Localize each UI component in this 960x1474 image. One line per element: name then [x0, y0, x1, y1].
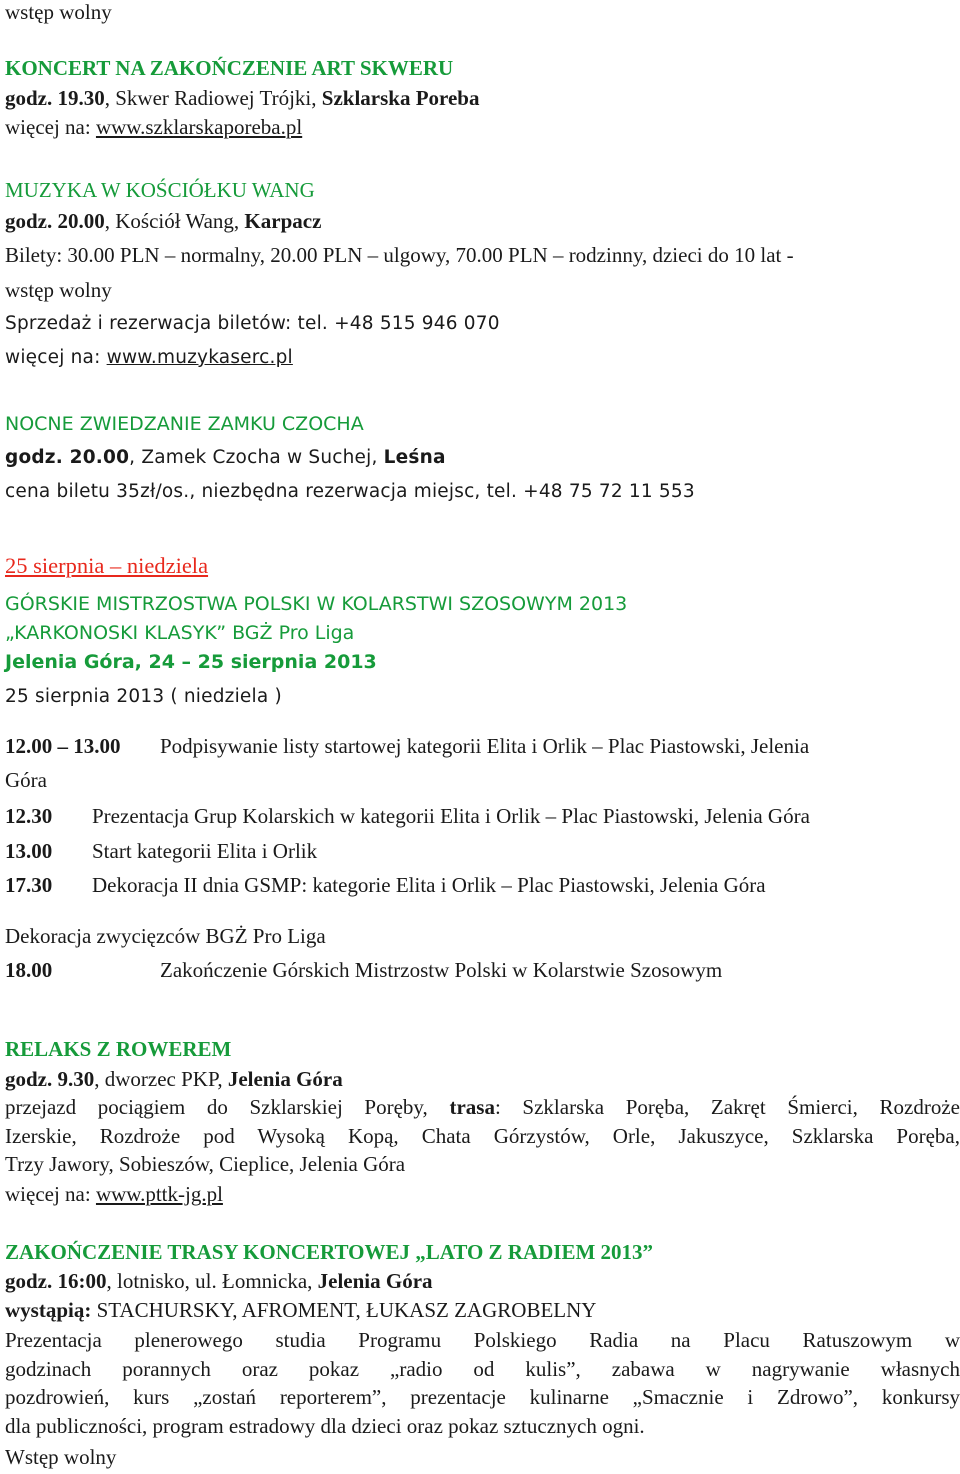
day-heading: 25 sierpnia – niedziela: [5, 553, 209, 578]
schedule-text: Dekoracja II dnia GSMP: kategorie Elita i Orlik – Plac Piastowski, Jelenia Góra: [92, 873, 766, 897]
schedule-text: Zakończenie Górskich Mistrzostw Polski w Kolarstwie Szosowym: [160, 958, 723, 982]
entry-text: Wstęp wolny: [5, 1445, 117, 1469]
tickets-info-cont: wstęp wolny: [5, 278, 112, 302]
entry-text: wstęp wolny: [5, 0, 112, 24]
time-label: godz. 20.00: [5, 209, 105, 233]
schedule-time: 13.00: [5, 839, 53, 863]
performers-names: STACHURSKY, AFROMENT, ŁUKASZ ZAGROBELNY: [91, 1298, 597, 1322]
more-link[interactable]: www.szklarskaporeba.pl: [95, 115, 303, 139]
description-line: Prezentacja plenerowego studia Programu Polskiego Radia na Placu Ratuszowym w: [5, 1328, 960, 1352]
sales-info: Sprzedaż i rezerwacja biletów: tel. +48 515 946 070: [5, 313, 500, 334]
schedule-row: [5, 838, 317, 864]
route-line: [5, 1093, 960, 1122]
route-paragraph: [5, 1093, 960, 1179]
place-city: Leśna: [383, 447, 446, 468]
route-text: przejazd pociągiem do Szklarskiej Poręby,: [5, 1095, 450, 1119]
schedule-text: Prezentacja Grup Kolarskich w kategorii Elita i Orlik – Plac Piastowski, Jelenia Góra: [92, 804, 810, 828]
place-text: , dworzec PKP,: [94, 1067, 228, 1091]
route-line: Izerskie, Rozdroże pod Wysoką Kopą, Chata Górzystów, Orle, Jakuszyce, Szklarska Poręba,: [5, 1123, 960, 1148]
gsmp-subtitle: „KARKONOSKI KLASYK” BGŻ Pro Liga: [5, 622, 355, 644]
event-title-muzyka: MUZYKA W KOŚCIÓŁKU WANG: [5, 178, 315, 202]
performers: [5, 1297, 596, 1323]
schedule-row-cont: [5, 767, 47, 793]
more-info: [5, 1181, 223, 1207]
schedule-time: 12.00 – 13.00: [5, 734, 121, 758]
more-label: więcej na:: [5, 115, 96, 139]
gsmp-dates: Jelenia Góra, 24 – 25 sierpnia 2013: [5, 651, 377, 673]
description-line: pozdrowień, kurs „zostań reporterem”, prezentacje kulinarne „Smacznie i Zdrowo”, konkursy: [5, 1385, 960, 1410]
place-text: , lotnisko, ul. Łomnicka,: [106, 1269, 318, 1293]
schedule-row: [5, 872, 766, 898]
description-paragraph: [5, 1326, 960, 1441]
place-city: Karpacz: [244, 209, 322, 233]
price-info: cena biletu 35zł/os., niezbędna rezerwacja miejsc, tel. +48 75 72 11 553: [5, 481, 695, 502]
place-text: , Zamek Czocha w Suchej,: [129, 447, 384, 468]
time-label: godz. 9.30: [5, 1067, 95, 1091]
schedule-text: Podpisywanie listy startowej kategorii Elita i Orlik – Plac Piastowski, Jelenia: [160, 734, 810, 758]
award-ceremony: Dekoracja zwycięzców BGŻ Pro Liga: [5, 924, 326, 948]
schedule-row-end: [5, 957, 722, 983]
route-label: trasa: [449, 1095, 495, 1119]
more-link[interactable]: www.muzykaserc.pl: [106, 347, 293, 368]
event-time-place: [5, 85, 479, 111]
event-title-zamek: NOCNE ZWIEDZANIE ZAMKU CZOCHA: [5, 413, 364, 435]
schedule-row: [5, 803, 810, 829]
schedule-text: Góra: [5, 768, 47, 792]
event-time-place: [5, 1066, 343, 1092]
schedule-text: Start kategorii Elita i Orlik: [92, 839, 318, 863]
route-text: : Szklarska Poręba, Zakręt Śmierci, Rozdroże: [494, 1095, 960, 1119]
more-info: [5, 114, 302, 140]
gsmp-title: GÓRSKIE MISTRZOSTWA POLSKI W KOLARSTWI SZOSOWYM 2013: [5, 593, 628, 615]
route-line: Trzy Jawory, Sobieszów, Cieplice, Jelenia Góra: [5, 1152, 406, 1177]
schedule-time: 12.30: [5, 804, 53, 828]
place-city: Jelenia Góra: [227, 1067, 343, 1091]
more-label: więcej na:: [5, 347, 107, 368]
more-link[interactable]: www.pttk-jg.pl: [95, 1182, 223, 1206]
schedule-time: 18.00: [5, 958, 53, 982]
time-label: godz. 19.30: [5, 86, 105, 110]
more-label: więcej na:: [5, 1182, 96, 1206]
performers-label: wystąpią:: [5, 1298, 92, 1322]
event-title-koncert: KONCERT NA ZAKOŃCZENIE ART SKWERU: [5, 56, 454, 80]
place-city: Jelenia Góra: [317, 1269, 433, 1293]
description-line: dla publiczności, program estradowy dla dzieci oraz pokaz sztucznych ogni.: [5, 1414, 645, 1439]
tickets-info: Bilety: 30.00 PLN – normalny, 20.00 PLN – ulgowy, 70.00 PLN – rodzinny, dzieci do 10 lat -: [5, 243, 794, 267]
event-title-relaks: RELAKS Z ROWEREM: [5, 1037, 232, 1061]
place-text: , Skwer Radiowej Trójki,: [104, 86, 322, 110]
place-city: Szklarska Poreba: [321, 86, 480, 110]
description-line: godzinach porannych oraz pokaz „radio od kulis”, zabawa w nagrywanie własnych: [5, 1356, 960, 1381]
more-info: [5, 345, 293, 371]
gsmp-day: 25 sierpnia 2013 ( niedziela ): [5, 686, 282, 707]
event-title-lato: ZAKOŃCZENIE TRASY KONCERTOWEJ „LATO Z RADIEM 2013”: [5, 1240, 654, 1264]
schedule-time: 17.30: [5, 873, 53, 897]
event-time-place: [5, 1268, 433, 1294]
event-time-place: [5, 445, 446, 471]
time-label: godz. 20.00: [5, 447, 130, 468]
event-time-place: [5, 208, 321, 234]
place-text: , Kościół Wang,: [104, 209, 245, 233]
schedule-row: [5, 733, 809, 759]
time-label: godz. 16:00: [5, 1269, 107, 1293]
